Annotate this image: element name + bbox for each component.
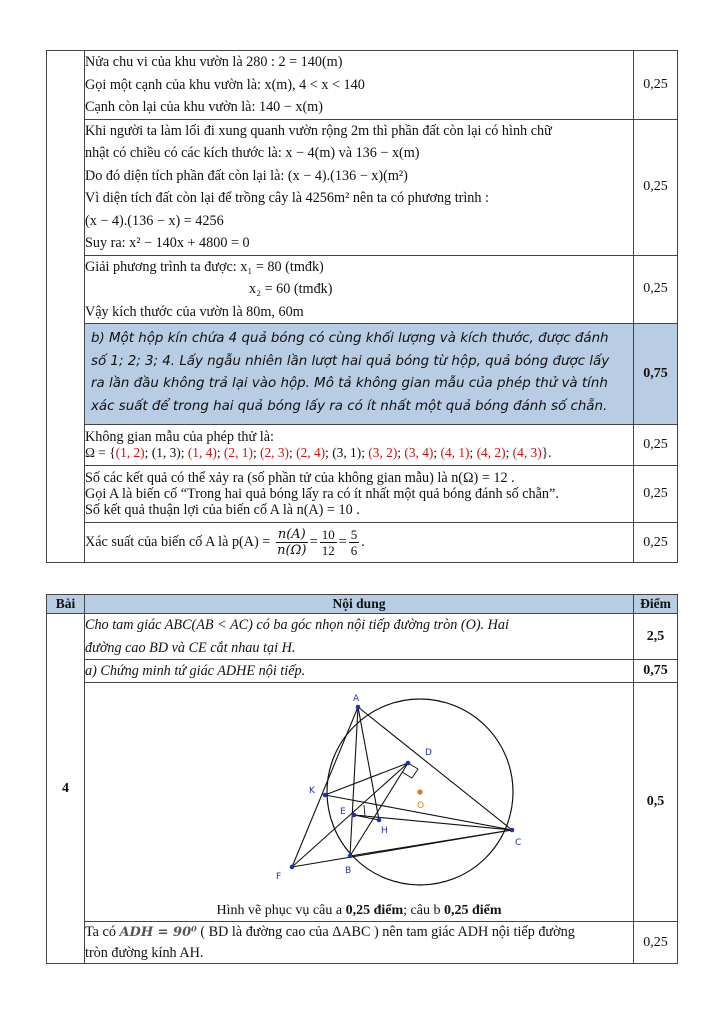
- label-K: K: [309, 786, 315, 796]
- table-row: [47, 523, 678, 563]
- point-F: [290, 865, 295, 870]
- header-diem: Điểm: [634, 595, 678, 614]
- outcome-pair: (4, 1): [440, 445, 470, 460]
- table-row: [47, 255, 678, 324]
- outcome-pair: (1, 3): [151, 445, 181, 460]
- altitude-CE: [354, 815, 512, 830]
- question-b-cell: [85, 324, 634, 425]
- text-line: Số kết quả thuận lợi của biến cố A là n(A) = 10 .: [85, 502, 360, 518]
- altitude-BD: [350, 763, 408, 856]
- geometry-figure: [85, 683, 633, 921]
- caption-text: ; câu b: [403, 903, 444, 918]
- separator: ;: [433, 445, 441, 460]
- text-line: tròn đường kính AH.: [85, 945, 204, 961]
- proof-suffix: ( BD là đường cao của ΔABC ) nên tam giác ADH nội tiếp đường: [196, 924, 575, 940]
- label-F: F: [276, 872, 282, 882]
- score-cell: 0,25: [634, 51, 678, 120]
- content-cell: [85, 119, 634, 255]
- fraction-denominator: n(Ω): [277, 543, 307, 558]
- score-cell: 0,25: [634, 466, 678, 523]
- table-row: [47, 425, 678, 466]
- separator: ;: [397, 445, 405, 460]
- segment-KD: [325, 763, 408, 795]
- point-D: [406, 761, 411, 766]
- point-B: [348, 854, 353, 859]
- table-row: [47, 324, 678, 425]
- outcome-pair: (2, 3): [260, 445, 290, 460]
- score-cell: 2,5: [634, 614, 678, 660]
- content-cell: Xác suất của biến cố A là p(A) = $\frac{n(A)}{n(\Omega)}$ = $\frac{10}{12}$ = $\frac{5}{6}$ .: [85, 523, 634, 563]
- outcome-pair: (2, 1): [223, 445, 253, 460]
- separator: ;: [289, 445, 297, 460]
- text-line: đường cao BD và CE cắt nhau tại H.: [85, 639, 296, 656]
- point-C: [510, 828, 515, 833]
- table-row: [47, 51, 678, 120]
- fraction-denominator: 12: [321, 543, 335, 558]
- fraction-denominator: 6: [350, 543, 358, 558]
- figure-caption: [85, 903, 633, 919]
- text-line: Vì diện tích đất còn lại để trồng cây là 4256m² nên ta có phương trình :: [85, 190, 489, 206]
- text-line: Số các kết quả có thể xảy ra (số phần tử của không gian mẫu) là n(Ω) = 12 .: [85, 470, 515, 486]
- content-cell: [85, 51, 634, 120]
- separator: ;: [252, 445, 261, 460]
- text-line: Gọi A là biến cố “Trong hai quả bóng lấy ra có ít nhất một quả bóng đánh số chẵn”.: [85, 486, 559, 502]
- caption-text: Hình vẽ phục vụ câu a: [216, 903, 346, 918]
- score-cell: 0,25: [634, 523, 678, 563]
- text-line: Giải phương trình ta được: x₁ = 80 (tmđk): [85, 258, 324, 275]
- fraction-numerator: n(A): [277, 527, 306, 542]
- label-B: B: [345, 866, 352, 876]
- text-line: (x − 4).(136 − x) = 4256: [85, 212, 224, 229]
- text-line: Gọi một cạnh của khu vườn là: x(m), 4 < x < 140: [85, 76, 365, 93]
- separator: ;: [180, 445, 188, 460]
- score-cell: 0,25: [634, 255, 678, 324]
- fraction-numerator: 5: [350, 527, 358, 542]
- header-bai: Bài: [47, 595, 85, 614]
- fraction: [276, 527, 308, 558]
- set-prefix: Ω = {: [85, 445, 116, 460]
- table-row: [47, 922, 678, 964]
- text-line: Cho tam giác ABC(AB < AC) có ba góc nhọn nội tiếp đường tròn (O). Hai: [85, 617, 509, 633]
- outcome-pair: (4, 2): [476, 445, 506, 460]
- separator: ;: [325, 445, 333, 460]
- segment-FC: [292, 830, 512, 867]
- score-cell: 0,25: [634, 425, 678, 466]
- label-E: E: [340, 807, 346, 817]
- table-row: [47, 614, 678, 660]
- table-row: [47, 660, 678, 683]
- text-line: Do đó diện tích phần đất còn lại là: (x − 4).(136 − x)(m²): [85, 167, 408, 184]
- question-b-text: b) Một hộp kín chứa 4 quả bóng có cùng khối lượng và kích thước, được đánh số 1; 2; 3; 4. Lấy ngẫu nhiên lần lượt hai quả bóng từ hộp, quả bóng được lấy ra lần đầu không trả lại vào hộp. Mô tả không gian mẫu của phép thử và tính xác suất để trong hai quả bóng lấy ra có ít nhất một quả bóng đánh số chẵn.: [91, 331, 610, 414]
- solution-table-part-2: [46, 594, 678, 964]
- table-row: [47, 683, 678, 922]
- text-line: Xác suất của biến cố A là p(A) =: [85, 533, 271, 550]
- table-row: [47, 466, 678, 523]
- figure-cell: [85, 683, 634, 922]
- outcome-pair: (1, 4): [187, 445, 217, 460]
- caption-score-b: 0,25 điểm: [443, 903, 502, 918]
- sample-space-set: [85, 445, 633, 461]
- label-C: C: [515, 838, 522, 848]
- point-K: [323, 793, 328, 798]
- score-cell: 0,75: [634, 660, 678, 683]
- content-cell: [85, 255, 634, 324]
- label-D: D: [425, 748, 432, 758]
- text-line: Nửa chu vi của khu vườn là 280 : 2 = 140(m): [85, 54, 343, 70]
- text-line: Vậy kích thước của vườn là 80m, 60m: [85, 303, 304, 320]
- separator: ;: [505, 445, 513, 460]
- bai-number: 4: [47, 614, 85, 964]
- score-cell: 0,5: [634, 683, 678, 922]
- proof-prefix: Ta có: [85, 924, 120, 940]
- outcome-pair: (3, 4): [404, 445, 434, 460]
- point-H: [377, 818, 382, 823]
- fraction-numerator: 10: [321, 527, 335, 542]
- text-line: Cạnh còn lại của khu vườn là: 140 − x(m): [85, 99, 323, 115]
- label-O: O: [417, 801, 425, 811]
- table-row: [47, 119, 678, 255]
- table-header-row: [47, 595, 678, 614]
- caption-score-a: 0,25 điểm: [345, 903, 404, 918]
- point-A: [356, 705, 361, 710]
- outcome-pair: (4, 3): [512, 445, 542, 460]
- point-O: [417, 789, 422, 794]
- separator: ;: [469, 445, 477, 460]
- fraction: [320, 527, 337, 558]
- text-line: Khi người ta làm lối đi xung quanh vườn rộng 2m thì phần đất còn lại có hình chữ: [85, 122, 552, 139]
- solution-table-part-1: [46, 50, 678, 563]
- outcome-pair: (3, 2): [368, 445, 398, 460]
- score-cell: 0,25: [634, 119, 678, 255]
- bai-cell-empty: [47, 51, 85, 563]
- text-line: Không gian mẫu của phép thử là:: [85, 429, 274, 445]
- outcome-pair: (2, 4): [296, 445, 326, 460]
- segment-FA: [292, 707, 358, 867]
- score-cell: 0,75: [634, 324, 678, 425]
- outcome-pair: (3, 1): [332, 445, 362, 460]
- header-noi-dung: Nội dung: [85, 595, 634, 614]
- outcome-pair: (1, 2): [115, 445, 145, 460]
- point-E: [352, 813, 357, 818]
- text-line: Suy ra: x² − 140x + 4800 = 0: [85, 235, 250, 251]
- text-line: [85, 922, 633, 943]
- set-suffix: }.: [541, 445, 552, 460]
- score-cell: 0,25: [634, 922, 678, 964]
- text-line: x₂ = 60 (tmđk): [249, 281, 333, 297]
- angle-ADH: ADH = 90⁰: [119, 925, 197, 940]
- problem-cell: [85, 614, 634, 660]
- fraction: [349, 527, 360, 558]
- separator: ;: [361, 445, 369, 460]
- part-a-cell: [85, 660, 634, 683]
- content-cell: [85, 466, 634, 523]
- label-H: H: [381, 826, 388, 836]
- right-angle-D: [402, 763, 418, 778]
- text-line: nhật có chiều có các kích thước là: x − 4(m) và 136 − x(m): [85, 145, 420, 161]
- separator: ;: [144, 445, 152, 460]
- part-a-text: a) Chứng minh tứ giác ADHE nội tiếp.: [85, 663, 306, 679]
- segment-AC: [358, 707, 512, 830]
- label-A: A: [353, 694, 360, 704]
- separator: ;: [216, 445, 224, 460]
- content-cell: [85, 425, 634, 466]
- proof-cell: [85, 922, 634, 964]
